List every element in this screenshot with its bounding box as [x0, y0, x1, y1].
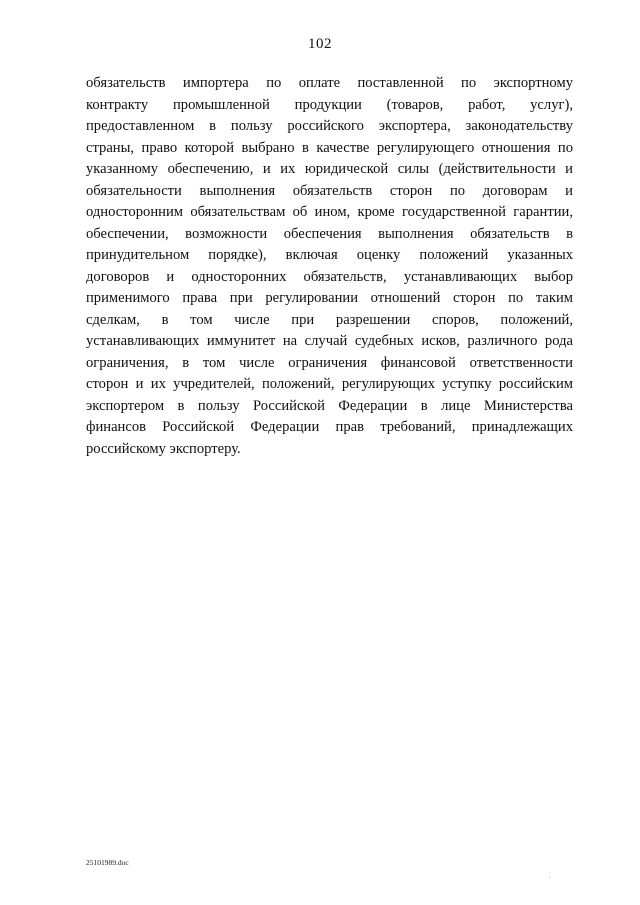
page-number: 102: [308, 36, 332, 52]
text-line: обязательств импортера по оплате поставленной по экспортному: [86, 75, 573, 91]
text-line: финансов Российской Федерации прав требований, принадлежащих: [86, 419, 573, 435]
text-line: экспортером в пользу Российской Федерации в лице Министерства: [86, 397, 573, 414]
scan-speck: [549, 877, 550, 878]
text-line: страны, право которой выбрано в качестве регулирующего отношения по: [86, 139, 573, 156]
text-line: договоров и односторонних обязательств, устанавливающих выбор: [86, 268, 573, 285]
text-line: ограничения, в том числе ограничения финансовой ответственности: [86, 354, 573, 371]
text-line: применимого права при регулировании отношений сторон по таким: [86, 290, 573, 306]
text-line: обеспечении, возможности обеспечения выполнения обязательств в: [86, 225, 573, 242]
text-line: предоставленном в пользу российского экспортера, законодательству: [86, 118, 573, 134]
text-line: сторон и их учредителей, положений, регулирующих уступку российским: [86, 376, 573, 392]
text-line: устанавливающих иммунитет на случай судебных исков, различного рода: [86, 333, 573, 349]
text-line: односторонним обязательствам об ином, кроме государственной гарантии,: [86, 204, 573, 220]
text-line-last: российскому экспортеру.: [86, 440, 241, 457]
text-line: обязательности выполнения обязательств сторон по договорам и: [86, 182, 573, 199]
text-line: принудительном порядке), включая оценку положений указанных: [86, 247, 573, 263]
text-line: сделкам, в том числе при разрешении споров, положений,: [86, 311, 573, 328]
text-line: указанному обеспечению, и их юридической силы (действительности и: [86, 161, 573, 177]
footer-file-code: 25101989.doc: [86, 858, 129, 867]
body-paragraph: [86, 73, 573, 460]
text-line: контракту промышленной продукции (товаров, работ, услуг),: [86, 96, 573, 113]
